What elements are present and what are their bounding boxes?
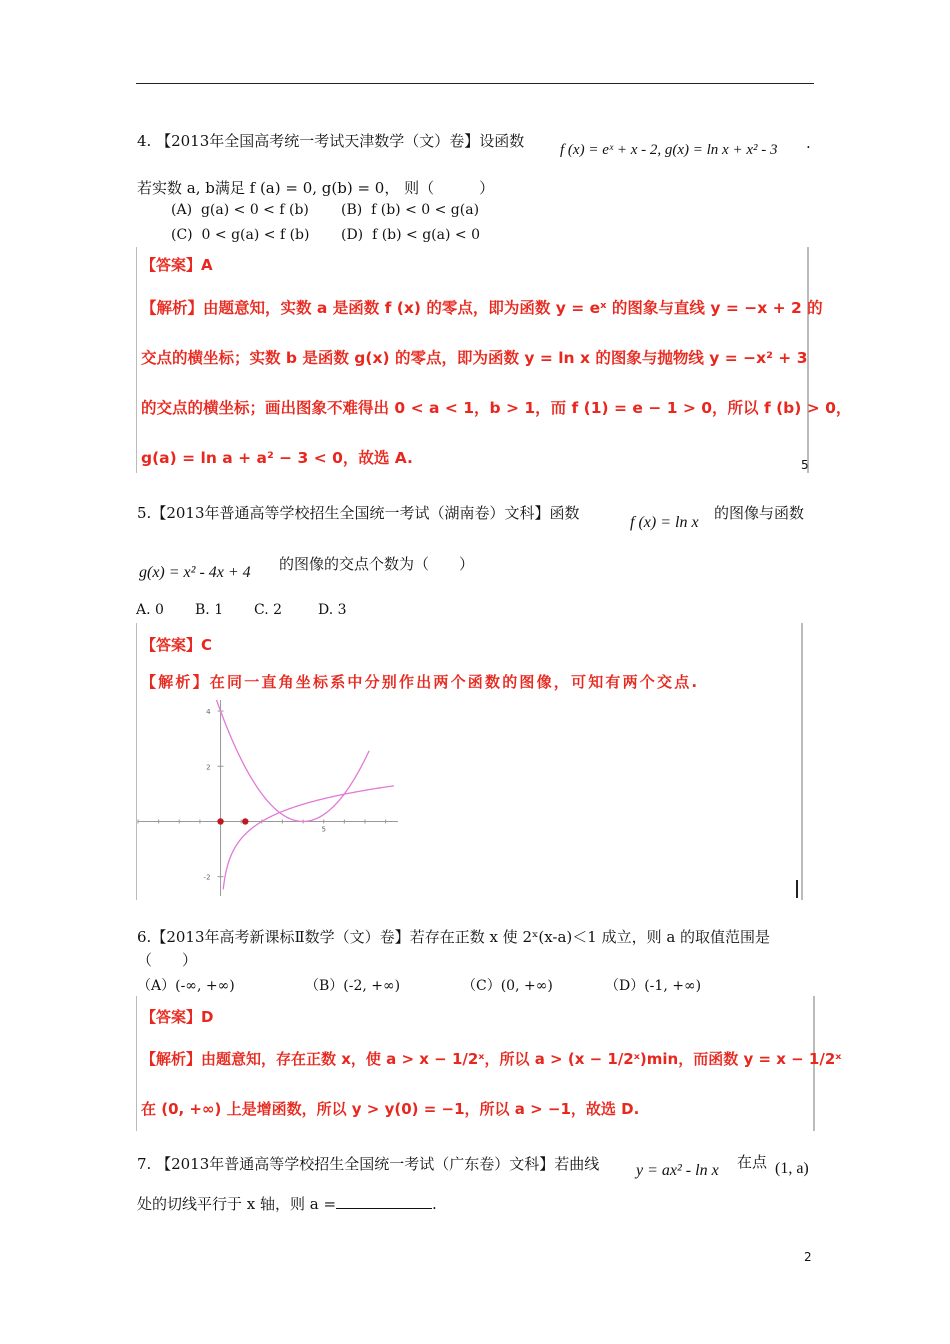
q5-option-d: D. 3 (318, 602, 347, 618)
q5-line1: 5.【2013年普通高等学校招生全国统一考试（湖南卷）文科】函数 (137, 504, 580, 522)
q6-analysis-line1: 【解析】由题意知，存在正数 x，使 a > x − 1/2ˣ，所以 a > (x − 1/2ˣ)min，而函数 y = x − 1/2ˣ (141, 1050, 842, 1068)
q6-option-c: （C）(0, +∞) (462, 978, 553, 994)
q7-formula: y = ax² - ln x (636, 1162, 719, 1179)
y-tick-label: 4 (206, 708, 211, 717)
q6-answer: 【答案】D (141, 1008, 214, 1026)
q4-analysis-line3: 的交点的横坐标；画出图象不难得出 0 < a < 1，b > 1，而 f (1) = e − 1 > 0，所以 f (b) > 0， (141, 399, 852, 417)
q5-analysis: 【解析】在同一直角坐标系中分别作出两个函数的图像，可知有两个交点. (141, 673, 700, 691)
q5-formula-g: g(x) = x² - 4x + 4 (139, 564, 251, 581)
q6-analysis-line2: 在 (0, +∞) 上是增函数，所以 y > y(0) = −1，所以 a > −1，故选 D. (141, 1100, 640, 1118)
q4-answer: 【答案】A (141, 256, 213, 274)
q6-option-a: （A）(-∞, +∞) (137, 978, 235, 994)
q6-option-b: （B）(-2, +∞) (305, 978, 401, 994)
q4-source: 【2013年全国高考统一考试天津数学（文）卷】 (156, 132, 480, 150)
q6-line1: 6.【2013年高考新课标Ⅱ数学（文）卷】若存在正数 x 使 2ˣ(x-a)＜1 成立，则 a 的取值范围是 (137, 928, 771, 946)
q4-analysis-line2: 交点的横坐标；实数 b 是函数 g(x) 的零点，即为函数 y = ln x 的图象与抛物线 y = −x² + 3 (141, 349, 808, 367)
q4-analysis-line4: g(a) = ln a + a² − 3 < 0，故选 A. (141, 449, 413, 467)
q4-corner-mark: 5 (801, 458, 809, 472)
q5-option-c: C. 2 (254, 602, 283, 618)
intersection-point (217, 818, 223, 824)
q6-source: 【2013年高考新课标Ⅱ数学（文）卷】 (151, 928, 410, 946)
q5-option-a: A. 0 (136, 602, 164, 618)
y-tick-label: -2 (203, 873, 211, 882)
q7-line2: 处的切线平行于 x 轴，则 a = . (137, 1195, 437, 1213)
q6-option-d: （D）(-1, +∞) (605, 978, 702, 994)
q4-line1: 4. 【2013年全国高考统一考试天津数学（文）卷】设函数 (137, 132, 525, 150)
intersection-point (242, 818, 248, 824)
q5-function-graph (136, 700, 406, 898)
q5-source: 【2013年普通高等学校招生全国统一考试（湖南卷）文科】 (151, 504, 550, 522)
page-number: 2 (804, 1250, 812, 1264)
q5-option-b: B. 1 (195, 602, 224, 618)
q7-answer-blank[interactable] (336, 1194, 432, 1209)
x-tick-label: 5 (321, 825, 326, 834)
q5-formula-f: f (x) = ln x (630, 514, 699, 531)
parabola-curve (216, 700, 369, 821)
q7-source: 【2013年普通高等学校招生全国统一考试（广东卷）文科】 (156, 1155, 555, 1173)
log-curve (223, 786, 394, 890)
q7-line1: 7. 【2013年普通高等学校招生全国统一考试（广东卷）文科】若曲线 (137, 1155, 600, 1173)
q5-corner-mark (796, 880, 798, 898)
q4-option-c: (C) 0 < g(a) < f (b) (171, 227, 310, 243)
q4-condition: 若实数 a, b满足 f (a) = 0, g(b) = 0， 则（ ） (137, 179, 495, 197)
q4-option-b: (B) f (b) < 0 < g(a) (341, 202, 480, 218)
q4-option-d: (D) f (b) < g(a) < 0 (341, 227, 480, 243)
q4-option-a: (A) g(a) < 0 < f (b) (171, 202, 309, 218)
q7-point: (1, a) (775, 1160, 809, 1177)
header-rule (136, 83, 814, 84)
q4-analysis-line1: 【解析】由题意知，实数 a 是函数 f (x) 的零点，即为函数 y = eˣ 的图象与直线 y = −x + 2 的 (141, 299, 823, 317)
y-tick-label: 2 (206, 763, 211, 772)
q5-answer: 【答案】C (141, 636, 213, 654)
q4-formula: f (x) = eˣ + x - 2, g(x) = ln x + x² - 3 (560, 142, 778, 158)
